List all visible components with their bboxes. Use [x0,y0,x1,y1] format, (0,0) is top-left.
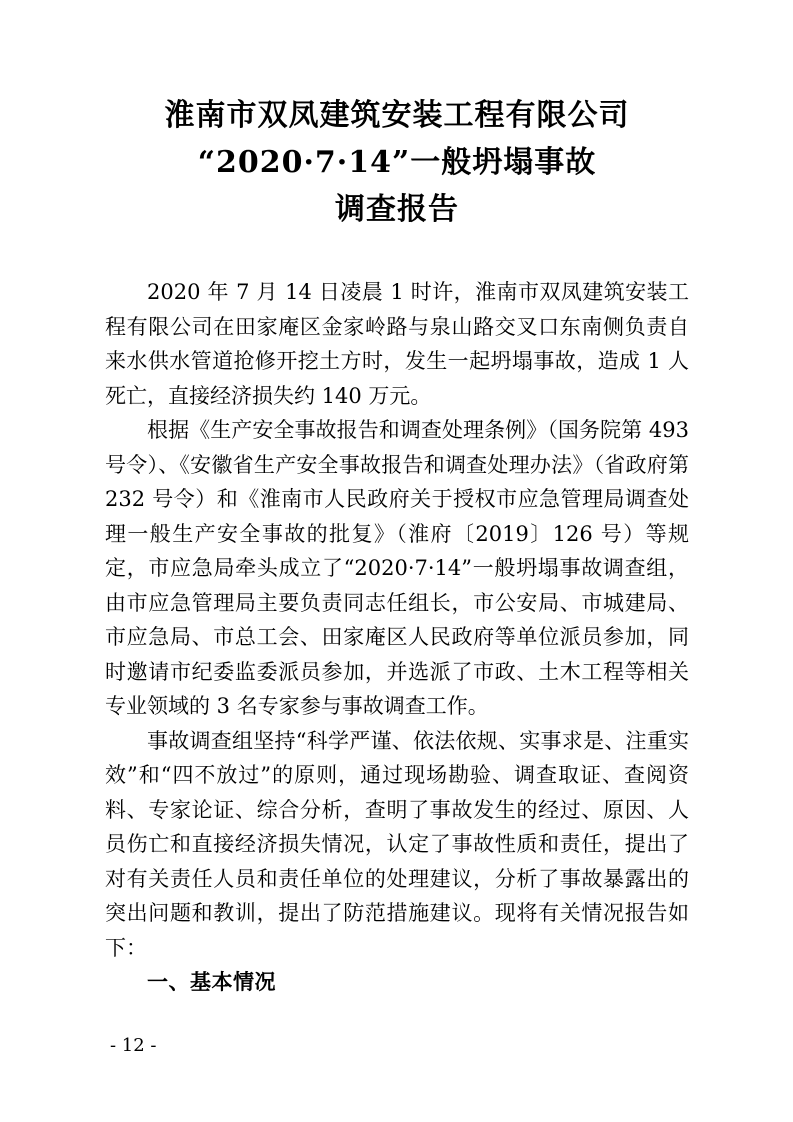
paragraph-investigation-principles: 事故调查组坚持“科学严谨、依法依规、实事求是、注重实效”和“四不放过”的原则，通过现场勘验、调查取证、查阅资料、专家论证、综合分析，查明了事故发生的经过、原因、人员伤亡和直接经济损失情况，认定了事故性质和责任，提出了对有关责任人员和责任单位的处理建议，分析了事故暴露出的突出问题和教训，提出了防范措施建议。现将有关情况报告如下： [105,728,689,960]
paragraph-accident-summary: 2020 年 7 月 14 日凌晨 1 时许，淮南市双凤建筑安装工程有限公司在田家庵区金家岭路与泉山路交叉口东南侧负责自来水供水管道抢修开挖土方时，发生一起坍塌事故，造成 1 人死亡，直接经济损失约 140 万元。 [105,280,689,408]
section-heading-basic-situation: 一、基本情况 [147,970,276,994]
title-line-report: 调查报告 [335,192,459,227]
page-number: - 12 - [110,1035,157,1056]
title-line-accident: “2020·7·14”一般坍塌事故 [197,145,597,180]
document-title [105,92,689,233]
document-body [105,275,689,1000]
document-content [105,92,689,1000]
paragraph-legal-basis: 根据《生产安全事故报告和调查处理条例》（国务院第 493 号令）、《安徽省生产安全事故报告和调查处理办法》（省政府第 232 号令）和《淮南市人民政府关于授权市应急管理局调查处理一般生产安全事故的批复》（淮府〔2019〕126 号）等规定，市应急局牵头成立了“2020·7·14”一般坍塌事故调查组，由市应急管理局主要负责同志任组长，市公安局、市城建局、市应急局、市总工会、田家庵区人民政府等单位派员参加，同时邀请市纪委监委派员参加，并选派了市政、土木工程等相关专业领域的 3 名专家参与事故调查工作。 [105,418,689,718]
title-line-company: 淮南市双凤建筑安装工程有限公司 [164,98,630,133]
